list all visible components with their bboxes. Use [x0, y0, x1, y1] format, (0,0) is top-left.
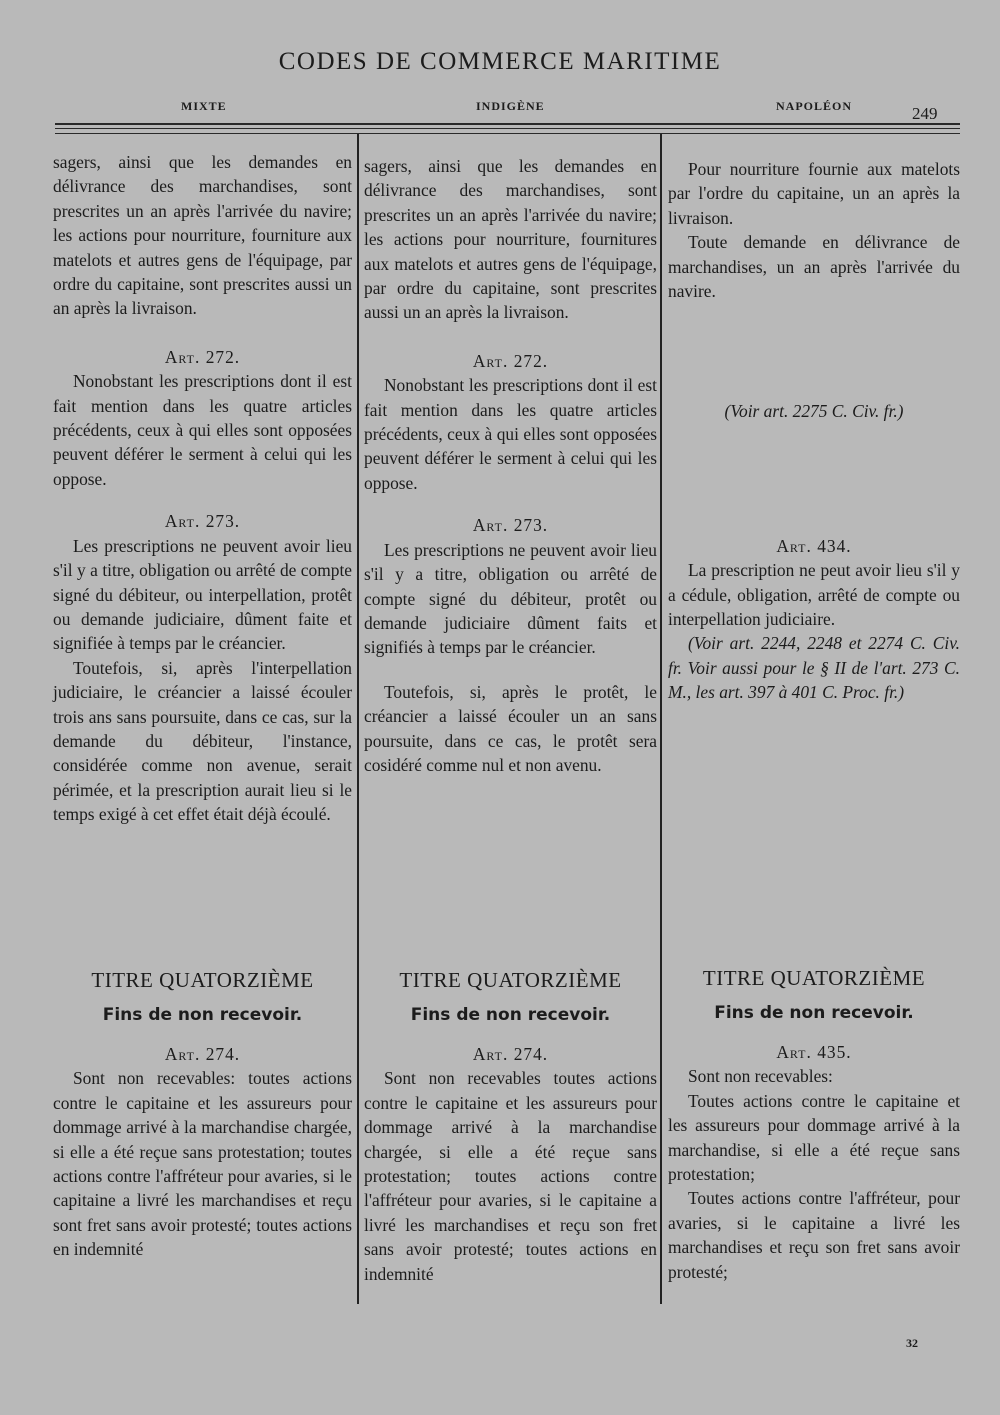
napoleon-intro-p1: Pour nourriture fournie aux matelots par l'ordre du capitaine, un an après la livraison.: [668, 159, 960, 228]
indigene-fins-subheading: Fins de non recevoir.: [410, 1005, 611, 1025]
indigene-art-273-p2: Toutefois, si, après le protêt, le créancier a laissé écouler un an sans poursuite, dans ce cas, le protêt sera cosidéré comme nul et non avenu.: [364, 681, 657, 775]
column-indigene: [364, 154, 657, 777]
mixte-titre-heading: TITRE QUATORZIÈME: [91, 968, 314, 992]
column-divider-left: [357, 134, 359, 1304]
napoleon-voir-2275: (Voir art. 2275 C. Civ. fr.): [724, 401, 904, 422]
column-divider-right: [660, 134, 662, 1304]
napoleon-art-435-p2: Toutes actions contre le capitaine et les assureurs pour dommage arrivé à la marchandise, si elle a été reçue sans protestation;: [668, 1090, 960, 1185]
indigene-titre-heading: TITRE QUATORZIÈME: [399, 968, 622, 992]
page-number: 249: [912, 104, 938, 123]
header-rule-top: [55, 123, 960, 125]
column-mixte: [53, 150, 352, 827]
napoleon-intro-p2: Toute demande en délivrance de marchandises, un an après l'arrivée du navire.: [668, 232, 960, 302]
mixte-art-273-p2: Toutefois, si, après l'interpellation judiciaire, le créancier a laissé écouler trois ans sans poursuite, dans ce cas, sur la demande du débiteur, l'instance, considérée comme non avenue, serait périmée, et la prescription aurait lieu si le temps exigé à cet effet était déjà écoulé.: [53, 657, 352, 825]
mixte-art-273-p1: Les prescriptions ne peuvent avoir lieu s'il y a titre, obligation ou arrêté de compte signé du débiteur, ou interpellation, protêt ou demande judiciaire, dûment faite et signifiée à temps par le créancier.: [53, 535, 352, 654]
mixte-art-274-text: Sont non recevables: toutes actions contre le capitaine et les assureurs pour dommage arrivé à la marchandise chargée, si elle a été reçue sans protestation; toutes actions contre l'affréteur pour avaries, si le capitaine a livré les marchandises et reçu sont fret sans avoir protesté; toutes actions en indemnité: [53, 1068, 352, 1260]
indigene-art-273-heading: Art. 273.: [472, 515, 549, 536]
mixte-titre-block: [53, 966, 352, 1262]
napoleon-art-435-p1: Sont non recevables:: [688, 1066, 833, 1087]
indigene-titre-block: [364, 966, 657, 1286]
napoleon-art-434-text: La prescription ne peut avoir lieu s'il y a cédule, obligation, arrêté de compte ou interpellation judiciaire.: [668, 560, 960, 630]
napoleon-art-434-heading: Art. 434.: [776, 535, 852, 556]
napoleon-art-434-reference: (Voir art. 2244, 2248 et 2274 C. Civ. fr. Voir aussi pour le § II de l'art. 273 C. M., les art. 397 à 401 C. Proc. fr.): [668, 633, 960, 703]
indigene-art-272-heading: Art. 272.: [472, 350, 549, 371]
signature-mark: 32: [906, 1336, 918, 1350]
napoleon-titre-heading: TITRE QUATORZIÈME: [702, 966, 926, 990]
napoleon-art-435-heading: Art. 435.: [776, 1042, 852, 1062]
indigene-art-272-text: Nonobstant les prescriptions dont il est fait mention dans les quatre articles précédents, ceux à qui elles sont opposées peuvent déférer le serment à celui qui les oppose.: [364, 375, 657, 493]
napoleon-fins-subheading: Fins de non recevoir.: [714, 1003, 914, 1023]
indigene-art-274-heading: Art. 274.: [472, 1044, 549, 1064]
mixte-intro: sagers, ainsi que les demandes en délivrance des marchandises, sont prescrites un an après l'arrivée du navire; les actions pour nourriture, fourniture aux matelots et autres gens de l'équipage, par ordre du capitaine, sont prescrites aussi un an après la livraison.: [53, 152, 352, 319]
napoleon-art-435-p3: Toutes actions contre l'affréteur, pour avaries, si le capitaine a livré les marchandises et reçu son fret sans avoir protesté;: [668, 1188, 960, 1282]
page-title: CODES DE COMMERCE MARITIME: [278, 48, 722, 75]
indigene-intro: sagers, ainsi que les demandes en délivrance des marchandises, sont prescrites un an après l'arrivée du navire; les actions pour nourriture, fournitures aux matelots et autres gens de l'équipage, par ordre du capitaine, sont prescrites aussi un an après la livraison.: [364, 156, 657, 323]
mixte-art-274-heading: Art. 274.: [164, 1044, 241, 1064]
indigene-art-273-p1: Les prescriptions ne peuvent avoir lieu s'il y a titre, obligation ou arrêté de compte signé du débiteur, protêt ou demande judiciaire dûment faits et signifiés à temps par le créancier.: [364, 539, 657, 658]
mixte-art-273-heading: Art. 273.: [164, 511, 241, 532]
napoleon-titre-block: [668, 964, 960, 1284]
mixte-fins-subheading: Fins de non recevoir.: [102, 1005, 303, 1025]
column-heading-indigene: INDIGÈNE: [476, 99, 545, 113]
mixte-art-272-heading: Art. 272.: [164, 346, 241, 367]
column-heading-napoleon: NAPOLÉON: [776, 99, 853, 113]
mixte-art-272-text: Nonobstant les prescriptions dont il est fait mention dans les quatre articles précédents, ceux à qui elles sont opposées peuvent déférer le serment à celui qui les oppose.: [53, 371, 352, 489]
header-rule-bottom: [55, 133, 960, 134]
column-napoleon: [668, 157, 960, 705]
column-heading-mixte: MIXTE: [181, 99, 227, 113]
header-rule-middle: [55, 128, 960, 129]
indigene-art-274-text: Sont non recevables toutes actions contre le capitaine et les assureurs pour dommage arrivé à la marchandise chargée, si elle a été reçue sans protestation; toutes actions contre l'affréteur pour avaries, si le capitaine a livré les marchandises et reçu son fret sans avoir protesté; toutes actions en indemnité: [364, 1068, 657, 1284]
